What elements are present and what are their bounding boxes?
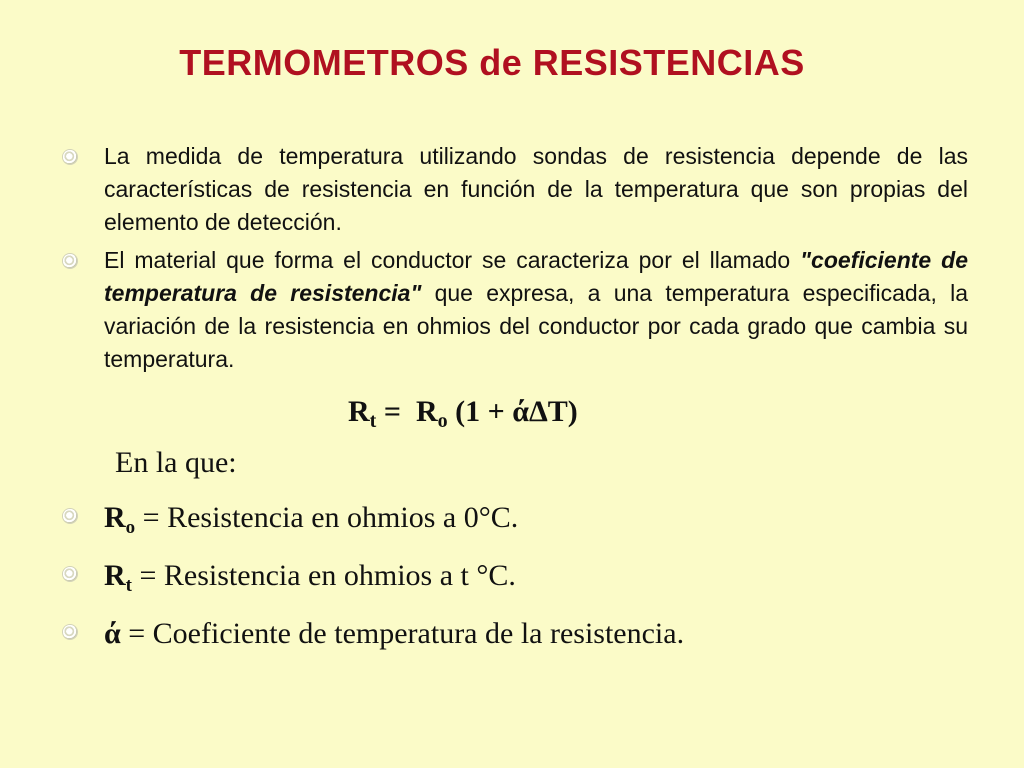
bullet-circle-icon <box>63 254 77 268</box>
definitions-intro: En la que: <box>115 446 237 479</box>
bullet-circle-icon <box>63 150 77 164</box>
bullet-item <box>62 244 968 376</box>
definition-item <box>62 494 962 552</box>
definition-text: = Resistencia en ohmios a 0°C. <box>135 501 519 534</box>
definition-symbol-sub: t <box>125 575 132 596</box>
definition-symbol <box>104 501 136 538</box>
definition-symbol <box>104 617 121 650</box>
definition-list <box>62 494 962 658</box>
formula <box>348 395 578 433</box>
bullet-text-after: que expresa, a una temperatura especificada, la variación de la resistencia en ohmios del conductor por cada grado que cambia su temperatura. <box>104 280 968 372</box>
slide-title: TERMOMETROS de RESISTENCIAS <box>179 42 805 83</box>
bullet-emphasis: "coeficiente de temperatura de resistencia" <box>104 247 968 306</box>
formula-equals: = <box>376 395 416 428</box>
definition-symbol <box>104 559 132 596</box>
bullet-circle-icon <box>63 567 77 581</box>
formula-rhs-rest: (1 + άΔT) <box>447 395 578 428</box>
definition-symbol-sub: o <box>125 517 136 538</box>
formula-rhs-symbol: R <box>415 395 438 428</box>
definition-item <box>62 610 962 658</box>
definition-symbol-letter: R <box>104 501 126 534</box>
formula-lhs-sub: t <box>369 410 377 432</box>
definition-symbol-letter: ά <box>104 617 121 650</box>
bullet-circle-icon <box>63 625 77 639</box>
bullet-item <box>62 140 968 239</box>
bullet-circle-icon <box>63 509 77 523</box>
definition-text: = Resistencia en ohmios a t °C. <box>132 559 516 592</box>
bullet-text: La medida de temperatura utilizando sondas de resistencia depende de las características de resistencia en función de la temperatura que son propias del elemento de detección. <box>104 143 968 235</box>
formula-rhs-sub: o <box>437 410 448 432</box>
formula-lhs-symbol: R <box>348 395 370 428</box>
definition-item <box>62 552 962 610</box>
definition-text: = Coeficiente de temperatura de la resistencia. <box>120 617 685 650</box>
bullet-text-before: El material que forma el conductor se caracteriza por el llamado <box>104 247 801 273</box>
definition-symbol-letter: R <box>104 559 126 592</box>
bullet-list <box>62 140 968 381</box>
